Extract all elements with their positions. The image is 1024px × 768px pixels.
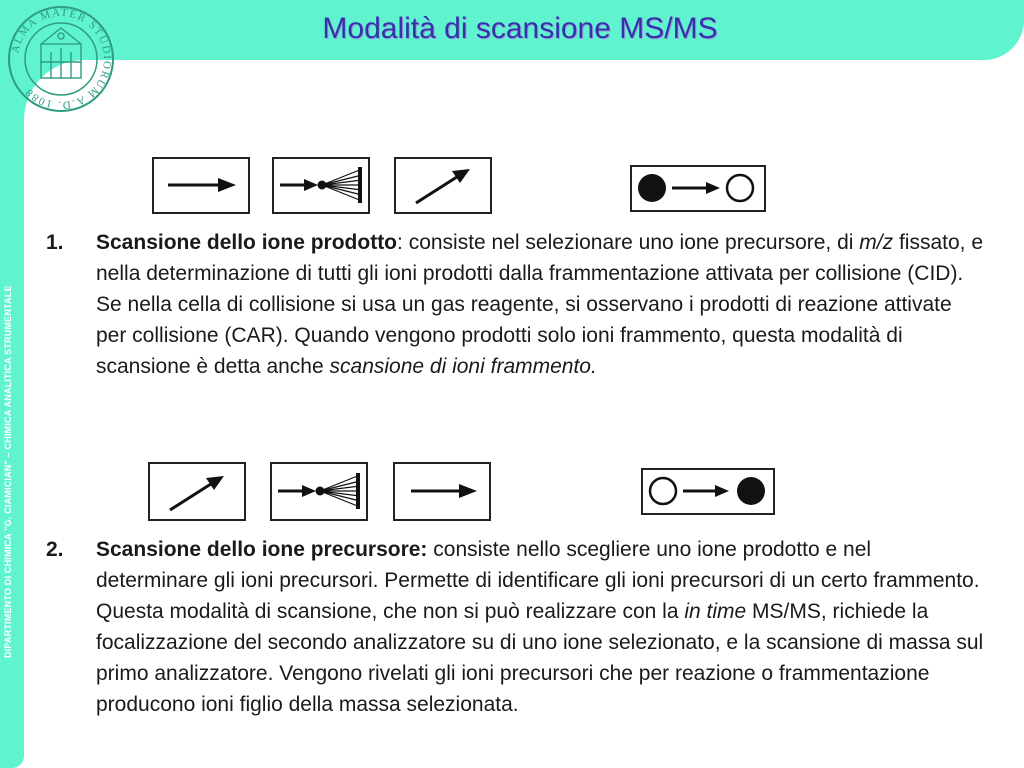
item-text: consiste nello scegliere uno ione prodotto e nel determinare gli ioni precursori. Permette di identificare gli ioni precursori di un certo frammento. Questa modalità di scansione, che non si può realizzare con la [96,538,980,623]
arrow-right-icon [393,462,491,521]
sidebar-department-label: DIPARTIMENTO DI CHIMICA "G. CIAMICIAN" – CHIMICA ANALITICA STRUMENTALE [3,285,13,658]
item-separator: : [397,231,409,254]
item-heading: Scansione dello ione precursore: [96,538,428,561]
slide-title: Modalità di scansione MS/MS [322,12,718,45]
arrow-diagonal-icon [148,462,246,521]
item-text: consiste nel selezionare uno ione precursore, di [408,231,860,254]
item-heading: Scansione dello ione prodotto [96,231,398,254]
item-text: fissato, e nella determinazione di tutti gli ioni prodotti dalla frammentazione attivata per collisione (CID). [96,231,984,285]
filled-to-empty-circle-icon [630,165,766,212]
item-italic: in time [684,600,747,623]
arrow-right-icon [152,157,250,214]
item-text: MS/MS, richiede la focalizzazione del secondo analizzatore su di uno ione selezionato, e la scansione di massa sul primo analizzatore. Vengono rivelati gli ioni precursori che per reazione o frammentazione producono ioni figlio della massa selezionata. [96,600,984,716]
item-italic: scansione di ioni frammento. [329,355,597,378]
arrow-diagonal-icon [394,157,492,214]
seal-text: ALMA MATER STUDIORUM A.D. 1088 [9,6,114,112]
collision-fan-icon [270,462,368,521]
item-text: Se nella cella di collisione si usa un gas reagente, si osservano i prodotti di reazione attivate per collisione (CAR). Quando vengono prodotti solo ioni frammento, questa modalità di scansione è detta anche [96,293,952,378]
list-number: 2. [46,538,64,561]
list-number: 1. [46,231,64,254]
empty-to-filled-circle-icon [641,468,775,515]
university-seal-logo [6,4,116,114]
collision-fan-icon [272,157,370,214]
item-italic: m/z [859,231,894,254]
